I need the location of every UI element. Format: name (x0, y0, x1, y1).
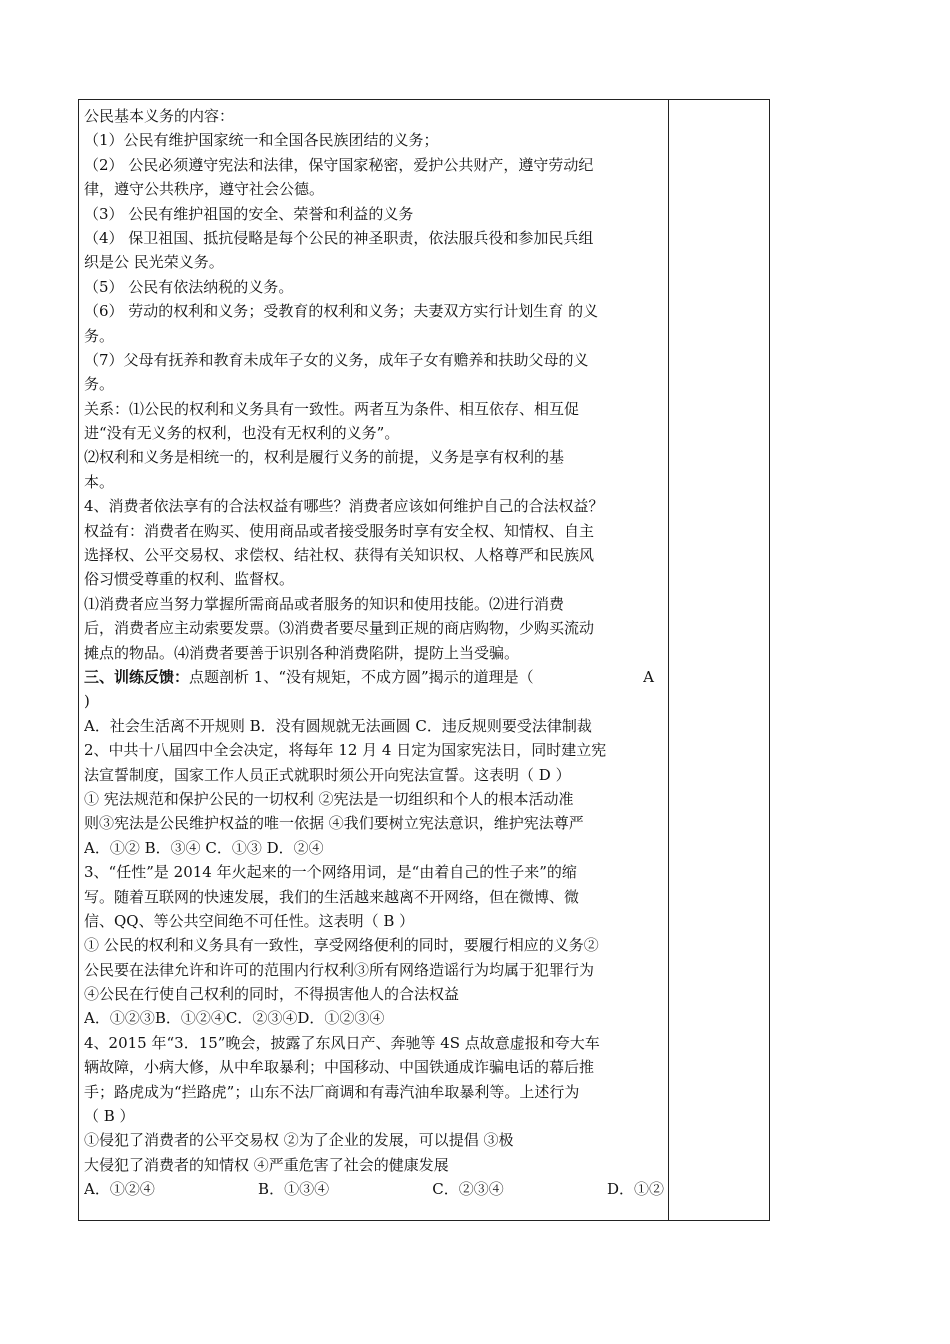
text-line: 公民基本义务的内容： (84, 107, 235, 125)
column-divider (668, 100, 669, 1220)
text-line: A．社会生活离不开规则 B．没有圆规就无法画圆 C．违反规则要受法律制裁 (84, 716, 592, 735)
option-c: C．②③④ (432, 1180, 504, 1199)
text-line: （4） 保卫祖国、抵抗侵略是每个公民的神圣职责，依法服兵役和参加民兵组 (84, 228, 594, 247)
text-line: 法宣誓制度，国家工作人员正式就职时须公开向宪法宣誓。这表明（ D ） (84, 765, 571, 784)
option-b: B．①③④ (258, 1180, 330, 1199)
text-line: 后，消费者应主动索要发票。⑶消费者要尽量到正规的商店购物，少购买流动 (84, 619, 595, 638)
text-line: 4、消费者依法享有的合法权益有哪些？消费者应该如何维护自己的合法权益？ (84, 497, 604, 516)
text-line: ⑵权利和义务是相统一的，权利是履行义务的前提，义务是享有权利的基 (84, 448, 565, 467)
answer-options (84, 1177, 664, 1201)
option-d: D．①② (606, 1180, 664, 1199)
text-line: （5） 公民有依法纳税的义务。 (84, 277, 294, 296)
text-line: 手；路虎成为“拦路虎”；山东不法厂商调和有毒汽油牟取暴利等。上述行为 (84, 1082, 580, 1101)
text-line: 进“没有无义务的权利，也没有无权利的义务”。 (84, 424, 400, 443)
section-heading: 三、训练反馈： (84, 667, 190, 686)
text-line: A．①②③B．①②④C．②③④D．①②③④ (84, 1009, 385, 1028)
text-line: （6） 劳动的权利和义务；受教育的权利和义务；夫妻双方实行计划生育 的义 (84, 302, 599, 321)
text-line: 织是公 民光荣义务。 (84, 253, 224, 272)
text-line: 写。随着互联网的快速发展，我们的生活越来越离不开网络，但在微博、微 (84, 887, 580, 906)
document-table (78, 99, 770, 1221)
text-line: ①侵犯了消费者的公平交易权 ②为了企业的发展，可以提倡 ③极 (84, 1131, 514, 1150)
text-line: 则③宪法是公民维护权益的唯一依据 ④我们要树立宪法意识，维护宪法尊严 (84, 814, 584, 833)
text-line: 律，遵守公共秩序，遵守社会公德。 (84, 180, 325, 199)
text-line: （3） 公民有维护祖国的安全、荣誉和利益的义务 (84, 204, 414, 223)
text-line: （1）公民有维护国家统一和全国各民族团结的义务； (84, 131, 439, 150)
text-line: 2、中共十八届四中全会决定，将每年 12 月 4 日定为国家宪法日，同时建立宪 (84, 741, 607, 760)
text-line: 选择权、公平交易权、求偿权、结社权、获得有关知识权、人格尊严和民族风 (84, 546, 595, 565)
section-heading-line (84, 665, 664, 689)
question-1-answer: A (643, 667, 654, 686)
text-line: ⑴消费者应当努力掌握所需商品或者服务的知识和使用技能。⑵进行消费 (84, 594, 565, 613)
text-line: 务。 (84, 326, 115, 345)
text-line: 权益有：消费者在购买、使用商品或者接受服务时享有安全权、知情权、自主 (84, 521, 595, 540)
text-line: 俗习惯受尊重的权利、监督权。 (84, 570, 295, 589)
text-line: （ B ） (84, 1107, 135, 1126)
text-line: 信、QQ、等公共空间绝不可任性。这表明（ B ） (84, 911, 415, 930)
text-line: 公民要在法律允许和许可的范围内行权利③所有网络造谣行为均属于犯罪行为 (84, 960, 595, 979)
text-line: 辆故障，小病大修，从中牟取暴利；中国移动、中国铁通成诈骗电话的幕后推 (84, 1058, 595, 1077)
text-line: ④公民在行使自己权利的同时，不得损害他人的合法权益 (84, 985, 460, 1004)
text-line: 摊点的物品。⑷消费者要善于识别各种消费陷阱，提防上当受骗。 (84, 643, 520, 662)
text-line: 本。 (84, 472, 115, 491)
text-line: ① 公民的权利和义务具有一致性，享受网络便利的同时，要履行相应的义务② (84, 936, 599, 955)
text-line: ① 宪法规范和保护公民的一切权利 ②宪法是一切组织和个人的根本活动准 (84, 789, 574, 808)
text-line: 关系：⑴公民的权利和义务具有一致性。两者互为条件、相互依存、相互促 (84, 399, 580, 418)
text-line: 大侵犯了消费者的知情权 ④严重危害了社会的健康发展 (84, 1155, 449, 1174)
content-cell (84, 104, 664, 1202)
text-line: （7）父母有抚养和教育未成年子女的义务，成年子女有赡养和扶助父母的义 (84, 350, 589, 369)
option-a: A．①②④ (84, 1180, 155, 1199)
question-1-close: ) (84, 692, 90, 711)
question-1-text: 点题剖析 1、“没有规矩，不成方圆”揭示的道理是（ (189, 667, 534, 686)
text-line: 务。 (84, 375, 115, 394)
text-line: A．①② B．③④ C．①③ D．②④ (84, 838, 324, 857)
text-line: 4、2015 年“3．15”晚会，披露了东风日产、奔驰等 4S 点故意虚报和夸大车 (84, 1033, 600, 1052)
text-line: （2） 公民必须遵守宪法和法律，保守国家秘密，爱护公共财产，遵守劳动纪 (84, 155, 594, 174)
text-line: 3、“任性”是 2014 年火起来的一个网络用词，是“由着自己的性子来”的缩 (84, 863, 577, 882)
